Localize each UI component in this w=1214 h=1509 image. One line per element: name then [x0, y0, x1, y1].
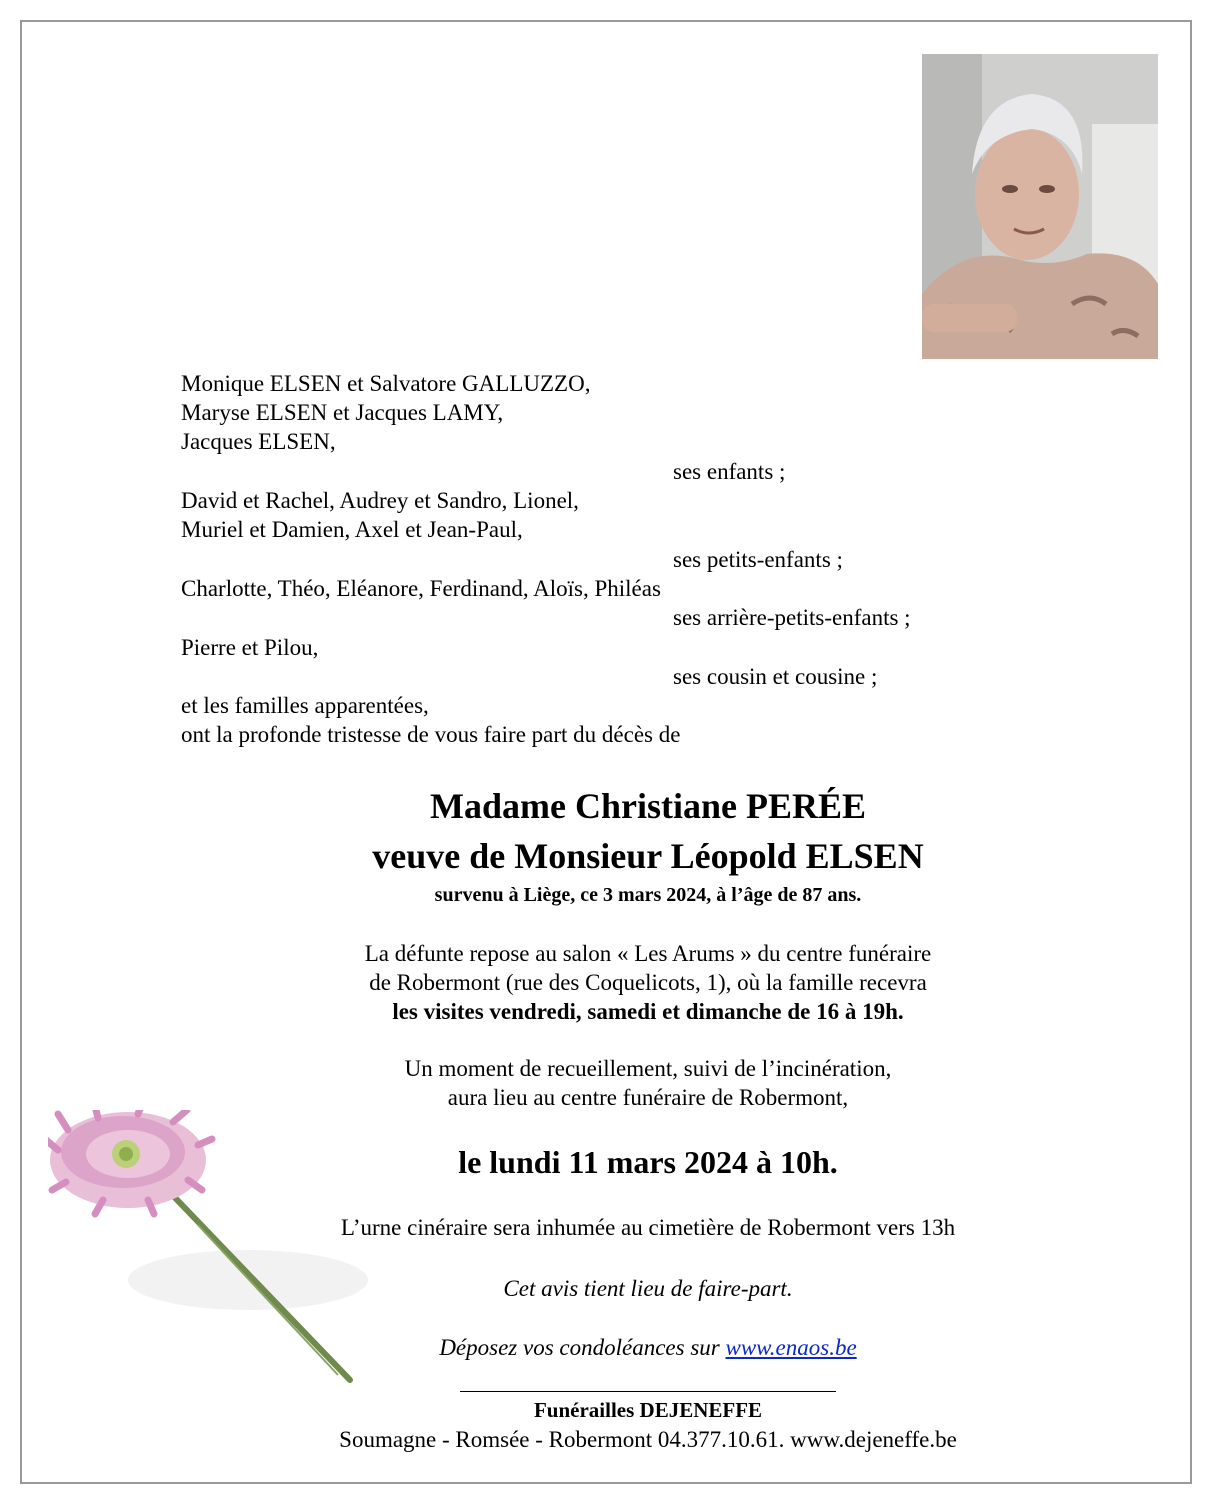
- family-relation: ses petits-enfants ;: [673, 547, 843, 572]
- ceremony-line: aura lieu au centre funéraire de Robermont,: [447, 1085, 849, 1110]
- family-relation: ses enfants ;: [673, 459, 786, 484]
- family-relation: ses arrière-petits-enfants ;: [673, 605, 911, 630]
- portrait-photo: [922, 54, 1158, 359]
- family-line: Monique ELSEN et Salvatore GALLUZZO,: [181, 371, 591, 396]
- family-line: et les familles apparentées,: [181, 693, 429, 718]
- family-line: Charlotte, Théo, Eléanore, Ferdinand, Aloïs, Philéas: [181, 576, 661, 601]
- family-line: Maryse ELSEN et Jacques LAMY,: [181, 400, 504, 425]
- visitation-line: de Robermont (rue des Coquelicots, 1), où la famille recevra: [369, 970, 927, 995]
- family-line: David et Rachel, Audrey et Sandro, Lionel,: [181, 488, 579, 513]
- condolences-link[interactable]: www.enaos.be: [725, 1335, 857, 1360]
- visitation-hours: les visites vendredi, samedi et dimanche de 16 à 19h.: [392, 999, 904, 1024]
- deceased-spouse: veuve de Monsieur Léopold ELSEN: [372, 836, 924, 876]
- ceremony-date: le lundi 11 mars 2024 à 10h.: [458, 1144, 838, 1180]
- deceased-name: Madame Christiane PERÉE: [430, 786, 866, 826]
- condolences-prefix: Déposez vos condoléances sur: [439, 1335, 720, 1360]
- urn-info: L’urne cinéraire sera inhumée au cimetière de Robermont vers 13h: [340, 1215, 956, 1240]
- death-details: survenu à Liège, ce 3 mars 2024, à l’âge de 87 ans.: [434, 884, 862, 906]
- family-line: Pierre et Pilou,: [181, 635, 319, 660]
- announcement-intro: ont la profonde tristesse de vous faire part du décès de: [181, 722, 681, 747]
- funeral-home-contact: Soumagne - Romsée - Robermont 04.377.10.61. www.dejeneffe.be: [339, 1427, 957, 1452]
- ceremony-line: Un moment de recueillement, suivi de l’incinération,: [404, 1056, 892, 1081]
- family-line: Muriel et Damien, Axel et Jean-Paul,: [181, 517, 523, 542]
- divider: [460, 1391, 836, 1392]
- flower-decoration: [48, 1110, 368, 1395]
- funeral-home-name: Funérailles DEJENEFFE: [533, 1398, 763, 1422]
- family-line: Jacques ELSEN,: [181, 429, 336, 454]
- visitation-line: La défunte repose au salon « Les Arums » du centre funéraire: [364, 941, 932, 966]
- notice-text: Cet avis tient lieu de faire-part.: [503, 1276, 793, 1301]
- family-relation: ses cousin et cousine ;: [673, 664, 878, 689]
